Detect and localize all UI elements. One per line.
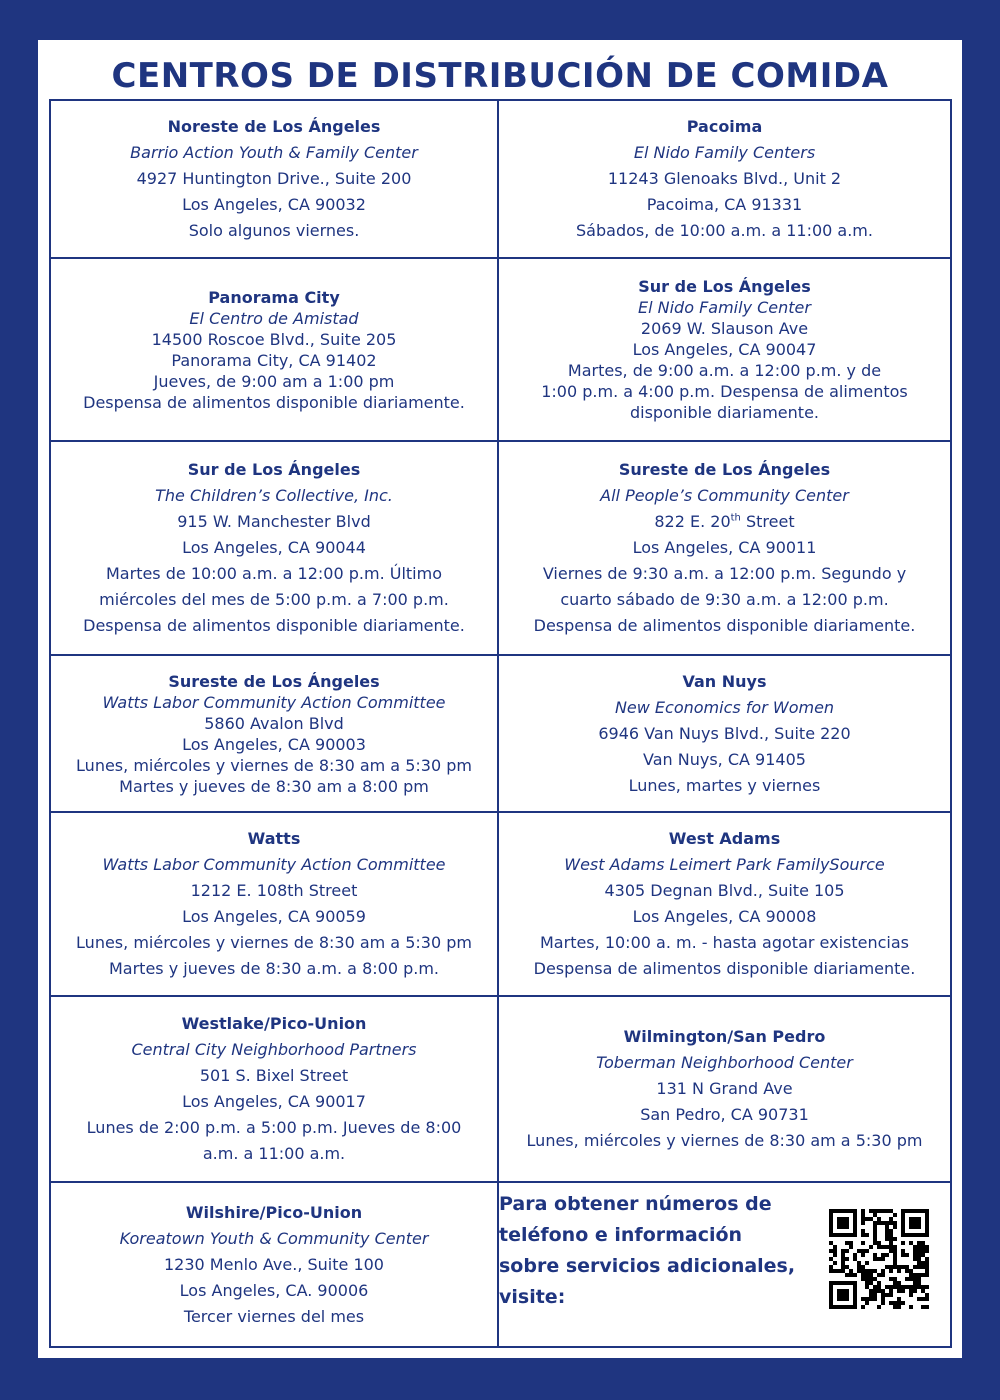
center-card <box>51 656 499 813</box>
center-schedule-line: miércoles del mes de 5:00 p.m. a 7:00 p.m. <box>99 590 449 609</box>
center-card <box>51 813 499 997</box>
qr-code-icon[interactable] <box>829 1209 929 1309</box>
center-schedule-line: Martes, de 9:00 a.m. a 12:00 p.m. y de <box>567 361 882 380</box>
center-organization: Watts Labor Community Action Committee <box>102 855 446 874</box>
address-superscript: th <box>730 512 741 524</box>
center-schedule-line: Lunes, miércoles y viernes de 8:30 am a 5:30 pm <box>526 1131 923 1150</box>
center-city: Panorama City, CA 91402 <box>171 350 377 370</box>
center-schedule-line: Solo algunos viernes. <box>188 221 360 240</box>
center-card <box>51 997 499 1183</box>
info-text <box>499 1189 809 1313</box>
center-organization: Koreatown Youth & Community Center <box>119 1228 429 1248</box>
center-card <box>499 813 950 997</box>
center-address: 2069 W. Slauson Ave <box>640 319 809 338</box>
center-organization: New Economics for Women <box>614 697 835 717</box>
center-card <box>499 442 950 656</box>
center-card <box>51 101 499 259</box>
center-address: 6946 Van Nuys Blvd., Suite 220 <box>598 723 851 743</box>
center-card <box>51 1183 499 1346</box>
center-card <box>499 101 950 259</box>
center-address: 5860 Avalon Blvd <box>204 713 344 733</box>
center-organization: Central City Neighborhood Partners <box>131 1040 417 1059</box>
center-schedule-line: Lunes, martes y viernes <box>628 775 821 795</box>
center-city: Van Nuys, CA 91405 <box>643 749 806 769</box>
info-line: sobre servicios adicionales, <box>499 1255 796 1277</box>
center-name: Sureste de Los Ángeles <box>618 460 831 479</box>
center-schedule-line: Viernes de 9:30 a.m. a 12:00 p.m. Segundo y <box>542 564 907 583</box>
info-line: Para obtener números de <box>499 1193 772 1215</box>
page-title: CENTROS DE DISTRIBUCIÓN DE COMIDA <box>111 56 889 96</box>
center-organization: The Children’s Collective, Inc. <box>155 486 393 505</box>
center-schedule-line: Lunes de 2:00 p.m. a 5:00 p.m. Jueves de 8:00 <box>86 1118 462 1137</box>
center-name: Westlake/Pico-Union <box>181 1014 367 1033</box>
center-city: Los Angeles, CA 90059 <box>182 907 366 926</box>
center-city: Los Angeles, CA 90011 <box>632 538 817 557</box>
center-city: Los Angeles, CA 90047 <box>632 340 817 359</box>
address-suffix: Street <box>740 512 795 531</box>
center-schedule-line: Despensa de alimentos disponible diariamente. <box>83 392 465 412</box>
center-name: Sur de Los Ángeles <box>638 277 811 296</box>
center-name: West Adams <box>668 829 781 848</box>
center-organization: El Centro de Amistad <box>189 308 359 328</box>
center-address: 4305 Degnan Blvd., Suite 105 <box>604 881 845 900</box>
center-organization: Watts Labor Community Action Committee <box>102 692 446 712</box>
center-card <box>51 259 499 442</box>
center-address: 915 W. Manchester Blvd <box>177 512 371 531</box>
center-city: Los Angeles, CA 90044 <box>182 538 366 557</box>
info-line: teléfono e información <box>499 1224 743 1246</box>
center-city: Los Angeles, CA 90003 <box>182 734 366 754</box>
flyer-sheet <box>38 40 962 1358</box>
center-schedule-line: Despensa de alimentos disponible diariamente. <box>83 616 465 635</box>
center-schedule-line: Martes y jueves de 8:30 a.m. a 8:00 p.m. <box>108 959 439 978</box>
center-schedule-line: Lunes, miércoles y viernes de 8:30 am a 5:30 pm <box>76 933 472 952</box>
center-schedule-line: Lunes, miércoles y viernes de 8:30 am a 5:30 pm <box>76 755 472 775</box>
center-organization: El Nido Family Center <box>638 298 811 317</box>
center-city: Pacoima, CA 91331 <box>646 195 803 214</box>
center-organization: West Adams Leimert Park FamilySource <box>564 855 885 874</box>
center-name: Sureste de Los Ángeles <box>168 671 380 691</box>
center-schedule-line: Martes de 10:00 a.m. a 12:00 p.m. Último <box>106 564 442 583</box>
center-schedule-line: Martes y jueves de 8:30 am a 8:00 pm <box>119 776 429 796</box>
center-address: 131 N Grand Ave <box>656 1079 793 1098</box>
center-address: 501 S. Bixel Street <box>199 1066 349 1085</box>
info-line: visite: <box>499 1286 566 1308</box>
center-card <box>499 259 950 442</box>
center-city: Los Angeles, CA 90017 <box>182 1092 366 1111</box>
centers-table <box>49 99 952 1348</box>
center-organization: All People’s Community Center <box>600 486 849 505</box>
center-address: 1230 Menlo Ave., Suite 100 <box>164 1254 384 1274</box>
center-address: 1212 E. 108th Street <box>190 881 358 900</box>
center-name: Van Nuys <box>682 671 767 691</box>
center-schedule-line: Jueves, de 9:00 am a 1:00 pm <box>153 371 395 391</box>
center-schedule-line: Tercer viernes del mes <box>183 1306 365 1326</box>
center-name: Panorama City <box>208 287 340 307</box>
center-name: Noreste de Los Ángeles <box>167 117 381 136</box>
center-organization: Barrio Action Youth & Family Center <box>130 143 418 162</box>
center-organization: Toberman Neighborhood Center <box>596 1053 853 1072</box>
center-schedule-line: 1:00 p.m. a 4:00 p.m. Despensa de alimentos <box>541 382 908 401</box>
center-schedule-line: Despensa de alimentos disponible diariamente. <box>533 959 916 978</box>
center-card <box>499 997 950 1183</box>
center-city: Los Angeles, CA. 90006 <box>179 1280 369 1300</box>
center-name: Wilshire/Pico-Union <box>185 1202 363 1222</box>
center-schedule-line: disponible diariamente. <box>629 403 819 422</box>
center-card <box>499 656 950 813</box>
center-city: Los Angeles, CA 90008 <box>632 907 817 926</box>
address-prefix: 822 E. 20 <box>654 512 731 531</box>
center-schedule-line: Despensa de alimentos disponible diariamente. <box>533 616 916 635</box>
center-schedule-line: cuarto sábado de 9:30 a.m. a 12:00 p.m. <box>560 590 889 609</box>
center-name: Sur de Los Ángeles <box>187 460 361 479</box>
center-city: Los Angeles, CA 90032 <box>182 195 366 214</box>
center-name: Wilmington/San Pedro <box>623 1027 826 1046</box>
center-schedule-line: Martes, 10:00 a. m. - hasta agotar existencias <box>540 933 909 952</box>
center-name: Watts <box>247 829 301 848</box>
center-organization: El Nido Family Centers <box>633 143 816 162</box>
center-city: San Pedro, CA 90731 <box>640 1105 809 1124</box>
center-address: 14500 Roscoe Blvd., Suite 205 <box>151 329 397 349</box>
center-card <box>51 442 499 656</box>
center-name: Pacoima <box>686 117 763 136</box>
center-schedule-line: Sábados, de 10:00 a.m. a 11:00 a.m. <box>576 221 873 240</box>
center-address: 11243 Glenoaks Blvd., Unit 2 <box>607 169 842 188</box>
center-address <box>654 509 794 535</box>
info-panel <box>499 1183 950 1346</box>
center-schedule-line: a.m. a 11:00 a.m. <box>202 1144 346 1163</box>
center-address: 4927 Huntington Drive., Suite 200 <box>136 169 412 188</box>
